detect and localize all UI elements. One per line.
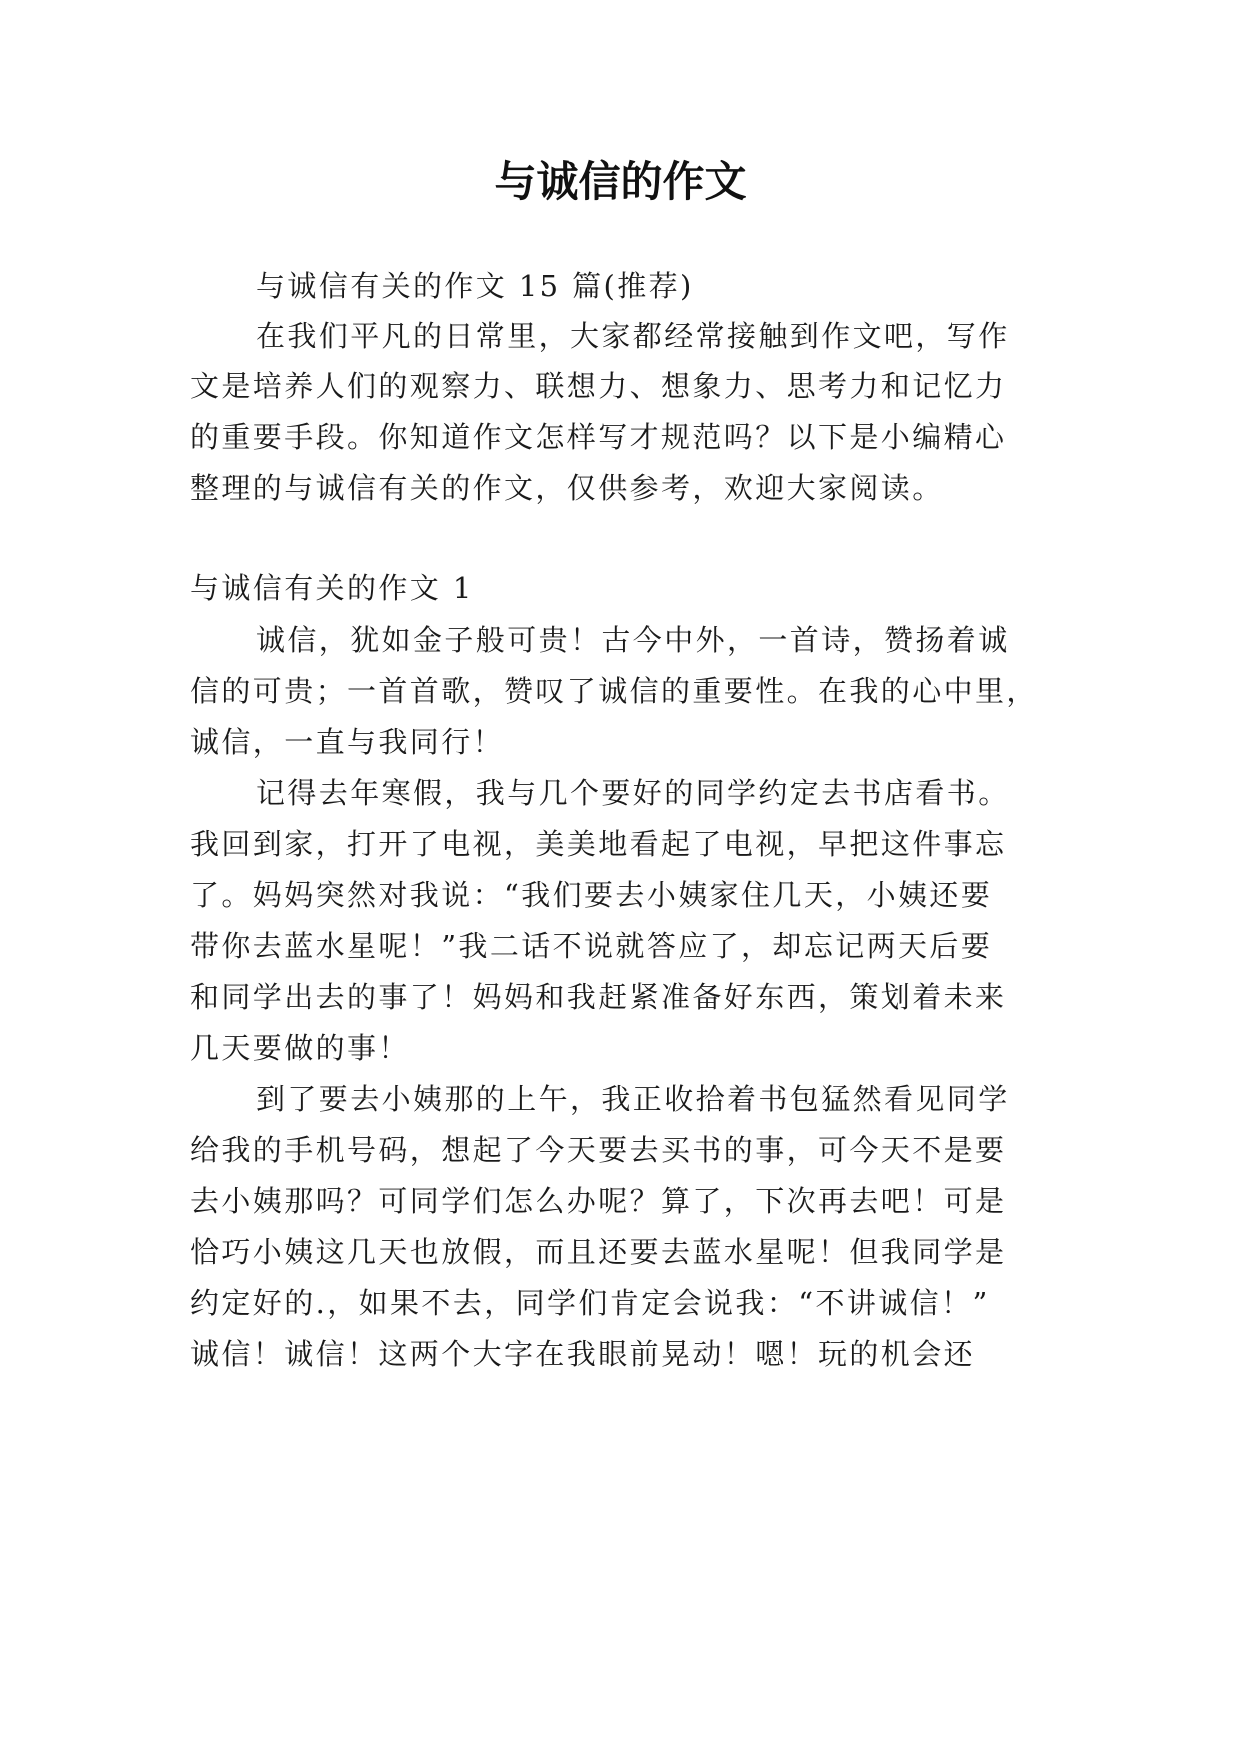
intro-paragraph-line: 在我们平凡的日常里，大家都经常接触到作文吧，写作 xyxy=(256,319,1010,353)
body-paragraph-line: 约定好的.，如果不去，同学们肯定会说我：“不讲诚信！” xyxy=(190,1286,990,1320)
intro-paragraph-line: 文是培养人们的观察力、联想力、想象力、思考力和记忆力 xyxy=(190,369,1007,403)
document-title: 与诚信的作文 xyxy=(494,157,747,206)
intro-paragraph-line: 的重要手段。你知道作文怎样写才规范吗？以下是小编精心 xyxy=(190,420,1007,454)
body-paragraph-line: 到了要去小姨那的上午，我正收拾着书包猛然看见同学 xyxy=(256,1082,1010,1116)
body-paragraph-line: 和同学出去的事了！妈妈和我赶紧准备好东西，策划着未来 xyxy=(190,980,1007,1014)
body-paragraph-line: 诚信！诚信！这两个大字在我眼前晃动！嗯！玩的机会还 xyxy=(190,1337,976,1371)
body-paragraph-line: 记得去年寒假，我与几个要好的同学约定去书店看书。 xyxy=(256,776,1010,810)
body-paragraph-line: 去小姨那吗？可同学们怎么办呢？算了，下次再去吧！可是 xyxy=(190,1184,1007,1218)
section-heading: 与诚信有关的作文 1 xyxy=(190,571,474,605)
intro-paragraph-line: 整理的与诚信有关的作文，仅供参考，欢迎大家阅读。 xyxy=(190,471,944,505)
body-paragraph-line: 我回到家，打开了电视，美美地看起了电视，早把这件事忘 xyxy=(190,827,1007,861)
body-paragraph-line: 诚信，一直与我同行！ xyxy=(190,725,505,759)
body-paragraph-line: 恰巧小姨这几天也放假，而且还要去蓝水星呢！但我同学是 xyxy=(190,1235,1007,1269)
body-paragraph-line: 了。妈妈突然对我说：“我们要去小姨家住几天，小姨还要 xyxy=(190,878,993,912)
intro-subtitle: 与诚信有关的作文 15 篇(推荐) xyxy=(256,269,694,303)
body-paragraph-line: 诚信，犹如金子般可贵！古今中外，一首诗，赞扬着诚 xyxy=(256,623,1010,657)
body-paragraph-line: 几天要做的事！ xyxy=(190,1031,410,1065)
body-paragraph-line: 带你去蓝水星呢！”我二话不说就答应了，却忘记两天后要 xyxy=(190,929,993,963)
body-paragraph-line: 给我的手机号码，想起了今天要去买书的事，可今天不是要 xyxy=(190,1133,1007,1167)
body-paragraph-line: 信的可贵；一首首歌，赞叹了诚信的重要性。在我的心中里， xyxy=(190,674,1038,708)
